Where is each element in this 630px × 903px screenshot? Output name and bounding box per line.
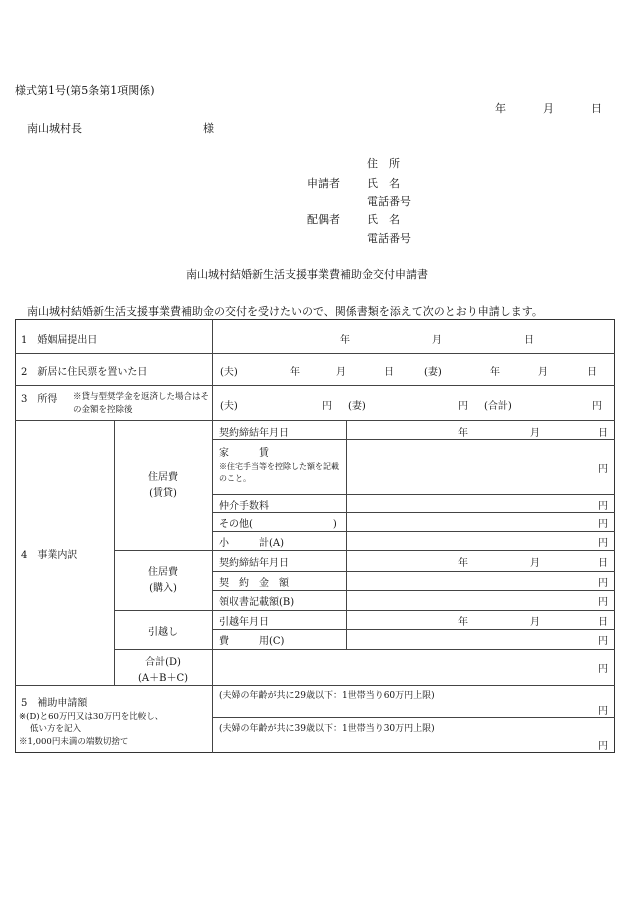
row2-h-day: 日: [384, 367, 394, 378]
group-divider: [114, 649, 615, 650]
sub-divider: [212, 494, 615, 495]
row1-month: 月: [432, 335, 442, 346]
row-divider: [15, 353, 615, 354]
spouse-label: 配偶者: [307, 213, 340, 226]
sub-divider: [212, 571, 615, 572]
other-yen: 円: [598, 519, 608, 530]
subtotal-a-yen: 円: [598, 538, 608, 549]
rent-note: ※住宅手当等を控除した額を記載のこと。: [219, 462, 339, 483]
row3-note: ※貸与型奨学金を返済した場合はその金額を控除後: [73, 392, 210, 415]
sub-divider: [212, 717, 615, 718]
row2-wife: (妻): [424, 367, 442, 378]
total-d-yen: 円: [598, 664, 608, 675]
row5-option-30-yen: 円: [598, 741, 608, 752]
form-number: 様式第1号(第5条第1項関係): [15, 84, 155, 97]
rent-contract-day: 日: [598, 428, 608, 439]
row5-label: 5 補助申請額: [21, 698, 88, 709]
sub-divider: [212, 629, 615, 630]
row3-h-yen: 円: [322, 401, 332, 412]
purchase-contract-day: 日: [598, 558, 608, 569]
subtotal-a-label: 小 計(A): [219, 538, 285, 549]
rent-yen: 円: [598, 464, 608, 475]
sub-divider: [212, 590, 615, 591]
purchase-contract-date-label: 契約締結年月日: [219, 558, 289, 569]
rent-group-label: 住居費 (賃貸): [148, 472, 178, 499]
row5-note-2: 低い方を記入: [30, 724, 82, 734]
row2-w-year: 年: [490, 367, 500, 378]
intro-text: 南山城村結婚新生活支援事業費補助金の交付を受けたいので、関係書類を添えて次のとおり申請します。: [27, 305, 543, 318]
row5-note-1: ※(D)と60万円又は30万円を比較し、: [19, 712, 164, 722]
column-divider: [212, 319, 213, 753]
row1-label: 1 婚姻届提出日: [21, 335, 98, 346]
purchase-contract-month: 月: [530, 558, 540, 569]
group-divider: [114, 550, 615, 551]
row3-label: 3 所得: [21, 394, 58, 405]
agent-fee-yen: 円: [598, 501, 608, 512]
moving-month: 月: [530, 617, 540, 628]
applicant-address-label: 住 所: [367, 157, 400, 170]
applicant-phone-label: 電話番号: [367, 195, 411, 208]
row2-husband: (夫): [220, 367, 238, 378]
total-d-formula: (A＋B＋C): [137, 673, 189, 684]
group-divider: [114, 610, 615, 611]
row5-option-60-yen: 円: [598, 706, 608, 717]
row3-husband: (夫): [220, 401, 238, 412]
row2-h-month: 月: [336, 367, 346, 378]
row2-h-year: 年: [290, 367, 300, 378]
sub-divider: [212, 439, 615, 440]
row1-year: 年: [340, 335, 350, 346]
column-divider: [114, 420, 115, 685]
moving-year: 年: [458, 617, 468, 628]
row5-note-3: ※1,000円未満の端数切捨て: [19, 737, 129, 747]
row1-day: 日: [524, 335, 534, 346]
row5-option-30: (夫婦の年齢が共に39歳以下：1世帯当り30万円上限): [219, 724, 435, 734]
row3-total: (合計): [484, 401, 512, 412]
row5-option-60: (夫婦の年齢が共に29歳以下：1世帯当り60万円上限): [219, 691, 435, 701]
row-divider: [15, 420, 615, 421]
agent-fee-label: 仲介手数料: [219, 501, 269, 512]
row-divider: [15, 385, 615, 386]
applicant-name-label: 氏 名: [367, 177, 400, 190]
row3-w-yen: 円: [458, 401, 468, 412]
applicant-label: 申請者: [307, 177, 340, 190]
other-label: その他( ): [219, 519, 337, 530]
moving-date-label: 引越年月日: [219, 617, 269, 628]
spouse-name-label: 氏 名: [367, 213, 400, 226]
contract-amount-label: 契 約 金 額: [219, 578, 289, 589]
rent-label: 家 賃: [219, 448, 269, 459]
moving-cost-yen: 円: [598, 636, 608, 647]
purchase-contract-year: 年: [458, 558, 468, 569]
purchase-group-label: 住居費 (購入): [148, 567, 178, 594]
column-divider: [346, 420, 347, 649]
moving-day: 日: [598, 617, 608, 628]
spouse-phone-label: 電話番号: [367, 232, 411, 245]
moving-cost-c-label: 費 用(C): [219, 636, 285, 647]
rent-contract-month: 月: [530, 428, 540, 439]
sub-divider: [212, 531, 615, 532]
row2-label: 2 新居に住民票を置いた日: [21, 367, 148, 378]
row3-wife: (妻): [348, 401, 366, 412]
receipt-b-label: 領収書記載額(B): [219, 597, 295, 608]
document-title: 南山城村結婚新生活支援事業費補助金交付申請書: [186, 268, 428, 281]
row4-label: 4 事業内訳: [21, 550, 78, 561]
row3-t-yen: 円: [592, 401, 602, 412]
addressee-name: 南山城村長: [27, 122, 82, 135]
row-divider: [15, 685, 615, 686]
row2-w-month: 月: [538, 367, 548, 378]
sub-divider: [212, 512, 615, 513]
addressee-honorific: 様: [203, 122, 214, 135]
row2-w-day: 日: [587, 367, 597, 378]
total-d-label: 合計(D): [145, 657, 181, 668]
contract-amount-yen: 円: [598, 578, 608, 589]
date-month: 月: [543, 102, 554, 115]
date-day: 日: [591, 102, 602, 115]
rent-contract-date-label: 契約締結年月日: [219, 428, 289, 439]
receipt-b-yen: 円: [598, 597, 608, 608]
rent-contract-year: 年: [458, 428, 468, 439]
moving-group-label: 引越し: [148, 627, 178, 638]
date-year: 年: [495, 102, 506, 115]
